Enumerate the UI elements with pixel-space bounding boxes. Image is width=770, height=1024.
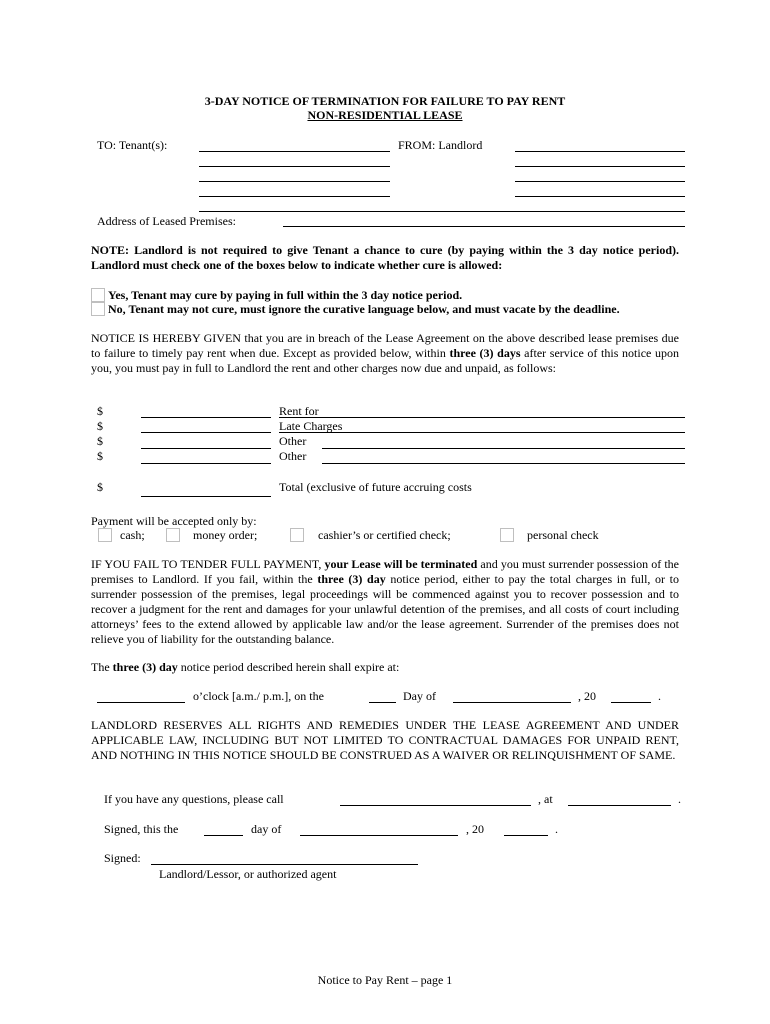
cure-no-label: No, Tenant may not cure, must ignore the curative language below, and must vacate by the deadline. (108, 302, 620, 316)
period: . (678, 792, 681, 806)
oclock-label: o’clock [a.m./ p.m.], on the (193, 689, 324, 703)
day-of-label: Day of (403, 689, 436, 703)
rights-reserved-paragraph: LANDLORD RESERVES ALL RIGHTS AND REMEDIES UNDER THE LEASE AGREEMENT AND UNDER APPLICABLE LAW, INCLUDING BUT NOT LIMITED TO CONTRACTUAL DAMAGES FOR UNPAID RENT, AND NOTHING IN THIS NOTICE SHOULD BE CONSTRUED AS A WAIVER OR RELINQUISHMENT OF SAME. (91, 718, 679, 762)
expiration-statement: The three (3) day notice period described herein shall expire at: (91, 660, 400, 674)
personal-check-label: personal check (527, 528, 599, 542)
landlord-name-line-3[interactable] (515, 181, 685, 182)
signature-caption: Landlord/Lessor, or authorized agent (159, 867, 337, 881)
landlord-name-line-4[interactable] (515, 196, 685, 197)
signed-label: Signed: (104, 851, 141, 865)
signature-line[interactable] (151, 864, 418, 865)
landlord-name-line-1[interactable] (515, 151, 685, 152)
at-label: , at (538, 792, 553, 806)
period: . (555, 822, 558, 836)
dollar-sign: $ (97, 434, 103, 448)
money-order-label: money order; (193, 528, 258, 542)
failure-paragraph: IF YOU FAIL TO TENDER FULL PAYMENT, your Lease will be terminated and you must surrender possession of the premises to Landlord. If you fail, within the three (3) day notice period, either to pay the total charges in full, or to surrender possession of the premises, legal proceedings will be commenced against you to recover possession and to recover a judgment for the rent and damages for your unlawful detention of the premises, and all costs of court including attorneys’ fees to the extend allowed by applicable law and/or the lease agreement. Surrender of the premises does not relieve you of liability for the outstanding balance. (91, 557, 680, 646)
cure-note: NOTE: Landlord is not required to give Tenant a chance to cure (by paying within the 3 day notice period). Landlord must check one of the boxes below to indicate whether cure is allowed: (91, 243, 679, 272)
rent-for-label: Rent for (279, 404, 319, 418)
expire-day-line[interactable] (369, 702, 396, 703)
cash-label: cash; (120, 528, 145, 542)
late-charges-label: Late Charges (279, 419, 343, 433)
from-landlord-label: FROM: Landlord (398, 138, 483, 152)
page-footer: Notice to Pay Rent – page 1 (317, 973, 453, 987)
dollar-sign: $ (97, 404, 103, 418)
cure-no-checkbox[interactable] (91, 302, 105, 316)
tenant-name-line-3[interactable] (199, 181, 390, 182)
money-order-checkbox[interactable] (166, 528, 180, 542)
total-amount-line[interactable] (141, 496, 271, 497)
signed-year-prefix: , 20 (466, 822, 484, 836)
signed-year-line[interactable] (504, 835, 548, 836)
contact-name-line[interactable] (340, 805, 531, 806)
year-prefix-label: , 20 (578, 689, 596, 703)
expire-month-line[interactable] (453, 702, 571, 703)
expire-year-line[interactable] (611, 702, 651, 703)
address-line[interactable] (283, 226, 685, 227)
total-label: Total (exclusive of future accruing costs (279, 480, 472, 494)
cash-checkbox[interactable] (98, 528, 112, 542)
other2-amount-line[interactable] (141, 463, 271, 464)
cashiers-check-checkbox[interactable] (290, 528, 304, 542)
cure-yes-label: Yes, Tenant may cure by paying in full within the 3 day notice period. (108, 288, 463, 302)
tenant-name-line-2[interactable] (199, 166, 390, 167)
contact-phone-line[interactable] (568, 805, 671, 806)
rent-for-description-line[interactable] (279, 417, 685, 418)
address-line-upper[interactable] (199, 211, 685, 212)
signed-day-line[interactable] (204, 835, 243, 836)
signed-day-of-label: day of (251, 822, 282, 836)
dollar-sign: $ (97, 449, 103, 463)
dollar-sign: $ (97, 480, 103, 494)
late-charges-description-line[interactable] (279, 432, 685, 433)
late-charges-amount-line[interactable] (141, 432, 271, 433)
tenant-name-line-1[interactable] (199, 151, 390, 152)
tenant-name-line-4[interactable] (199, 196, 390, 197)
other1-label: Other (279, 434, 307, 448)
payment-label: Payment will be accepted only by: (91, 514, 257, 528)
time-line[interactable] (97, 702, 185, 703)
questions-label: If you have any questions, please call (104, 792, 284, 806)
dollar-sign: $ (97, 419, 103, 433)
other2-description-line[interactable] (322, 463, 685, 464)
address-label: Address of Leased Premises: (97, 214, 236, 228)
cure-yes-checkbox[interactable] (91, 288, 105, 302)
to-tenant-label: TO: Tenant(s): (97, 138, 168, 152)
other1-amount-line[interactable] (141, 448, 271, 449)
signed-this-label: Signed, this the (104, 822, 179, 836)
other2-label: Other (279, 449, 307, 463)
cashiers-check-label: cashier’s or certified check; (318, 528, 451, 542)
personal-check-checkbox[interactable] (500, 528, 514, 542)
other1-description-line[interactable] (322, 448, 685, 449)
notice-paragraph: NOTICE IS HEREBY GIVEN that you are in breach of the Lease Agreement on the above described lease premises due to failure to timely pay rent when due. Except as provided below, within three (3) days after service of this notice upon you, you must pay in full to Landlord the rent and other charges now due and unpaid, as follows: (91, 331, 679, 375)
signed-month-line[interactable] (300, 835, 458, 836)
document-title: 3-DAY NOTICE OF TERMINATION FOR FAILURE TO PAY RENT (204, 94, 566, 108)
document-subtitle: NON-RESIDENTIAL LEASE (307, 108, 463, 122)
period: . (658, 689, 661, 703)
landlord-name-line-2[interactable] (515, 166, 685, 167)
rent-amount-line[interactable] (141, 417, 271, 418)
